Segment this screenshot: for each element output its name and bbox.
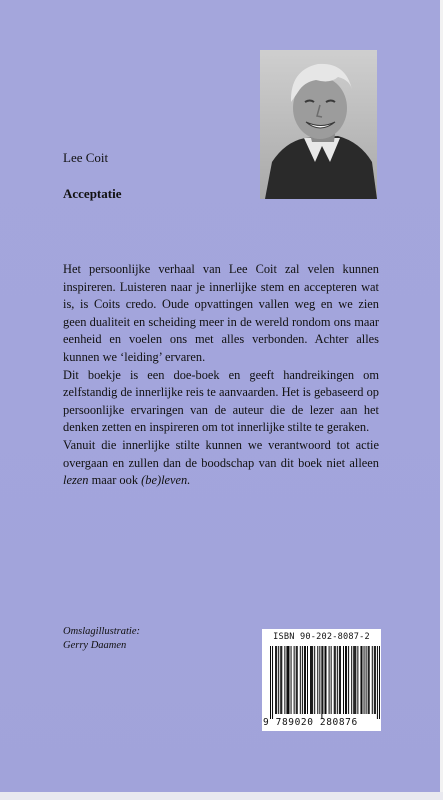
blurb [63, 261, 379, 490]
book-title: Acceptatie [63, 186, 122, 201]
barcode-bar [300, 646, 301, 714]
ean-barcode-icon [270, 646, 380, 719]
barcode-bar [366, 646, 367, 714]
blurb-paragraph-3-middle: maar ook [88, 473, 142, 488]
blurb-paragraph-2: Dit boekje is een doe-boek en geeft handreikingen om zelfstandig de innerlijke reis te aanvaarden. Het is gebaseerd op persoonlijke ervaringen van de auteur die de lezer aan het denken zetten en inspireren om tot innerlijke stilte te geraken. [63, 367, 379, 435]
barcode-bar [286, 646, 287, 714]
barcode-bar [364, 646, 365, 714]
barcode-bar [375, 646, 376, 714]
barcode-bar [343, 646, 344, 714]
barcode-bar [296, 646, 297, 714]
cover-credit [63, 625, 140, 653]
barcode-bar [331, 646, 332, 714]
blurb-paragraph-3-text: Vanuit die innerlijke stilte kunnen we verantwoord tot actie overgaan en zullen dan de boodschap van dit boek niet alleen [63, 437, 379, 470]
barcode-bar [291, 646, 292, 714]
cover-credit-label: Omslagillustratie: [63, 626, 141, 637]
emphasis-lezen: lezen [63, 473, 89, 488]
ean-digits: 9 789020 280876 [263, 717, 358, 728]
emphasis-beleven: (be)leven. [141, 473, 191, 488]
barcode-bar [319, 646, 320, 714]
barcode-bar [304, 646, 305, 714]
barcode-bar [377, 646, 378, 719]
barcode-bar [302, 646, 303, 714]
barcode-bar [329, 646, 330, 714]
barcode-bar [326, 646, 327, 714]
barcode-bar [360, 646, 361, 714]
barcode-bar [284, 646, 285, 714]
barcode-bar [307, 646, 308, 714]
barcode-bar [275, 646, 276, 714]
cover-credit-name: Gerry Daamen [63, 640, 127, 651]
barcode-bar [345, 646, 346, 714]
barcode-bar [305, 646, 306, 714]
barcode-bar [369, 646, 370, 714]
barcode-bar [372, 646, 373, 714]
barcode-bar [354, 646, 355, 714]
barcode-bar [353, 646, 354, 714]
barcode-box [262, 629, 381, 731]
author-name: Lee Coit [63, 150, 109, 165]
barcode-bar [287, 646, 288, 714]
barcode-bar [339, 646, 340, 714]
barcode-bar [310, 646, 311, 714]
barcode-bar [314, 646, 315, 714]
barcode-bar [311, 646, 312, 714]
barcode-bar [281, 646, 282, 714]
barcode-bar [276, 646, 277, 714]
barcode-bar [357, 646, 358, 714]
barcode-bar [379, 646, 380, 719]
barcode-bar [362, 646, 363, 714]
barcode-bar [272, 646, 273, 719]
barcode-bar [280, 646, 281, 714]
barcode-bar [278, 646, 279, 714]
barcode-bar [324, 646, 325, 714]
isbn-text: ISBN 90-202-8087-2 [273, 632, 370, 642]
barcode-bar [297, 646, 298, 714]
author-portrait-icon [260, 50, 377, 199]
barcode-bar [340, 646, 341, 714]
barcode-bar [355, 646, 356, 714]
barcode-bar [346, 646, 347, 714]
barcode-bar [289, 646, 290, 714]
author-photo [260, 50, 377, 199]
barcode-bar [317, 646, 318, 714]
blurb-paragraph-3 [63, 437, 379, 490]
page-edge-bottom [0, 792, 443, 800]
barcode-bar [334, 646, 335, 714]
barcode-bar [368, 646, 369, 714]
barcode-bar [374, 646, 375, 714]
barcode-bar [337, 646, 338, 714]
barcode-bar [294, 646, 295, 714]
blurb-paragraph-1: Het persoonlijke verhaal van Lee Coit zal velen kunnen inspireren. Luisteren naar je innerlijke stem en accepteren wat is, is Coits credo. Oude opvattingen vallen weg en we zien geen dualiteit en scheiding meer in de wereld rondom ons maar eenheid en voelen ons met alles verbonden. Achter alles kunnen we ‘leiding’ ervaren. [63, 262, 379, 364]
barcode-bar [351, 646, 352, 714]
barcode-bar [348, 646, 349, 714]
barcode-bar [335, 646, 336, 714]
barcode-bar [270, 646, 271, 719]
barcode-bar [312, 646, 313, 714]
barcode-bar [322, 646, 323, 714]
barcode-bar [321, 646, 322, 719]
